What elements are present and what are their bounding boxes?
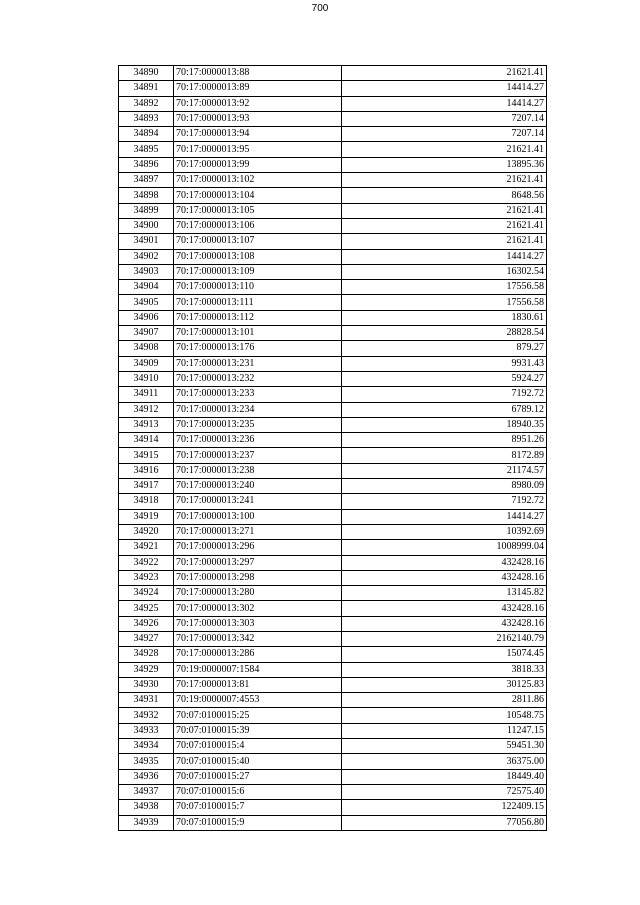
row-number-cell: 34896: [119, 157, 174, 172]
table-row: [119, 402, 547, 417]
row-number-cell: 34935: [119, 754, 174, 769]
table-row: [119, 234, 547, 249]
row-number-cell: 34907: [119, 326, 174, 341]
table-row: [119, 326, 547, 341]
cadastral-number-cell: 70:17:0000013:89: [174, 81, 342, 96]
cadastral-number-cell: 70:17:0000013:100: [174, 509, 342, 524]
value-cell: 16302.54: [342, 264, 547, 279]
value-cell: 14414.27: [342, 249, 547, 264]
table-row: [119, 555, 547, 570]
table-row: [119, 448, 547, 463]
cadastral-number-cell: 70:17:0000013:303: [174, 616, 342, 631]
table-body: [119, 66, 547, 831]
value-cell: 21621.41: [342, 66, 547, 81]
cadastral-number-cell: 70:17:0000013:240: [174, 479, 342, 494]
value-cell: 21621.41: [342, 142, 547, 157]
value-cell: 7207.14: [342, 127, 547, 142]
value-cell: 77056.80: [342, 815, 547, 830]
row-number-cell: 34930: [119, 677, 174, 692]
value-cell: 1830.61: [342, 310, 547, 325]
cadastral-number-cell: 70:17:0000013:107: [174, 234, 342, 249]
table-row: [119, 341, 547, 356]
table-row: [119, 295, 547, 310]
table-row: [119, 494, 547, 509]
cadastral-number-cell: 70:17:0000013:105: [174, 203, 342, 218]
value-cell: 30125.83: [342, 677, 547, 692]
row-number-cell: 34931: [119, 693, 174, 708]
value-cell: 879.27: [342, 341, 547, 356]
table-row: [119, 769, 547, 784]
row-number-cell: 34912: [119, 402, 174, 417]
row-number-cell: 34921: [119, 540, 174, 555]
row-number-cell: 34901: [119, 234, 174, 249]
value-cell: 21621.41: [342, 218, 547, 233]
row-number-cell: 34910: [119, 371, 174, 386]
row-number-cell: 34919: [119, 509, 174, 524]
row-number-cell: 34891: [119, 81, 174, 96]
value-cell: 18449.40: [342, 769, 547, 784]
value-cell: 1008999.04: [342, 540, 547, 555]
table-row: [119, 387, 547, 402]
value-cell: 14414.27: [342, 509, 547, 524]
row-number-cell: 34914: [119, 433, 174, 448]
row-number-cell: 34898: [119, 188, 174, 203]
value-cell: 432428.16: [342, 616, 547, 631]
row-number-cell: 34936: [119, 769, 174, 784]
value-cell: 7207.14: [342, 111, 547, 126]
table-row: [119, 540, 547, 555]
cadastral-number-cell: 70:17:0000013:241: [174, 494, 342, 509]
value-cell: 17556.58: [342, 295, 547, 310]
table-row: [119, 81, 547, 96]
row-number-cell: 34934: [119, 739, 174, 754]
table-row: [119, 433, 547, 448]
cadastral-number-cell: 70:17:0000013:104: [174, 188, 342, 203]
cadastral-number-cell: 70:07:0100015:9: [174, 815, 342, 830]
value-cell: 13145.82: [342, 586, 547, 601]
cadastral-number-cell: 70:07:0100015:25: [174, 708, 342, 723]
table-row: [119, 784, 547, 799]
row-number-cell: 34928: [119, 647, 174, 662]
row-number-cell: 34911: [119, 387, 174, 402]
table-row: [119, 647, 547, 662]
value-cell: 18940.35: [342, 417, 547, 432]
cadastral-number-cell: 70:17:0000013:95: [174, 142, 342, 157]
value-cell: 10548.75: [342, 708, 547, 723]
table-row: [119, 157, 547, 172]
cadastral-number-cell: 70:07:0100015:7: [174, 800, 342, 815]
table-row: [119, 570, 547, 585]
cadastral-number-cell: 70:07:0100015:40: [174, 754, 342, 769]
table-row: [119, 218, 547, 233]
cadastral-number-cell: 70:17:0000013:232: [174, 371, 342, 386]
value-cell: 10392.69: [342, 524, 547, 539]
row-number-cell: 34918: [119, 494, 174, 509]
value-cell: 432428.16: [342, 555, 547, 570]
table-row: [119, 310, 547, 325]
row-number-cell: 34926: [119, 616, 174, 631]
row-number-cell: 34892: [119, 96, 174, 111]
table-row: [119, 739, 547, 754]
table-row: [119, 173, 547, 188]
value-cell: 21621.41: [342, 203, 547, 218]
table-row: [119, 280, 547, 295]
cadastral-number-cell: 70:07:0100015:27: [174, 769, 342, 784]
cadastral-number-cell: 70:17:0000013:109: [174, 264, 342, 279]
row-number-cell: 34905: [119, 295, 174, 310]
table-row: [119, 66, 547, 81]
table-row: [119, 723, 547, 738]
value-cell: 21621.41: [342, 234, 547, 249]
cadastral-values-table: [118, 65, 547, 831]
table-row: [119, 800, 547, 815]
cadastral-number-cell: 70:17:0000013:280: [174, 586, 342, 601]
row-number-cell: 34906: [119, 310, 174, 325]
row-number-cell: 34939: [119, 815, 174, 830]
table-row: [119, 371, 547, 386]
row-number-cell: 34916: [119, 463, 174, 478]
value-cell: 11247.15: [342, 723, 547, 738]
cadastral-number-cell: 70:17:0000013:88: [174, 66, 342, 81]
value-cell: 432428.16: [342, 601, 547, 616]
cadastral-number-cell: 70:07:0100015:39: [174, 723, 342, 738]
value-cell: 432428.16: [342, 570, 547, 585]
cadastral-number-cell: 70:17:0000013:101: [174, 326, 342, 341]
table-row: [119, 509, 547, 524]
row-number-cell: 34937: [119, 784, 174, 799]
cadastral-number-cell: 70:17:0000013:81: [174, 677, 342, 692]
cadastral-number-cell: 70:07:0100015:4: [174, 739, 342, 754]
table-row: [119, 662, 547, 677]
table-row: [119, 142, 547, 157]
value-cell: 15074.45: [342, 647, 547, 662]
page-number: 700: [311, 3, 329, 14]
value-cell: 13895.36: [342, 157, 547, 172]
cadastral-number-cell: 70:17:0000013:112: [174, 310, 342, 325]
row-number-cell: 34933: [119, 723, 174, 738]
cadastral-number-cell: 70:17:0000013:342: [174, 631, 342, 646]
row-number-cell: 34917: [119, 479, 174, 494]
row-number-cell: 34915: [119, 448, 174, 463]
row-number-cell: 34903: [119, 264, 174, 279]
cadastral-number-cell: 70:17:0000013:286: [174, 647, 342, 662]
table-row: [119, 708, 547, 723]
row-number-cell: 34893: [119, 111, 174, 126]
cadastral-number-cell: 70:07:0100015:6: [174, 784, 342, 799]
table-row: [119, 127, 547, 142]
cadastral-number-cell: 70:17:0000013:296: [174, 540, 342, 555]
cadastral-number-cell: 70:17:0000013:233: [174, 387, 342, 402]
row-number-cell: 34890: [119, 66, 174, 81]
cadastral-number-cell: 70:17:0000013:235: [174, 417, 342, 432]
table-row: [119, 96, 547, 111]
value-cell: 14414.27: [342, 81, 547, 96]
cadastral-number-cell: 70:17:0000013:93: [174, 111, 342, 126]
cadastral-number-cell: 70:17:0000013:176: [174, 341, 342, 356]
row-number-cell: 34909: [119, 356, 174, 371]
table-row: [119, 754, 547, 769]
table-row: [119, 356, 547, 371]
value-cell: 7192.72: [342, 494, 547, 509]
table-row: [119, 264, 547, 279]
table-row: [119, 111, 547, 126]
cadastral-number-cell: 70:19:0000007:4553: [174, 693, 342, 708]
value-cell: 2162140.79: [342, 631, 547, 646]
value-cell: 6789.12: [342, 402, 547, 417]
cadastral-number-cell: 70:17:0000013:108: [174, 249, 342, 264]
table-row: [119, 463, 547, 478]
row-number-cell: 34932: [119, 708, 174, 723]
cadastral-number-cell: 70:17:0000013:298: [174, 570, 342, 585]
cadastral-number-cell: 70:17:0000013:234: [174, 402, 342, 417]
table-row: [119, 693, 547, 708]
row-number-cell: 34902: [119, 249, 174, 264]
table-row: [119, 479, 547, 494]
row-number-cell: 34904: [119, 280, 174, 295]
cadastral-number-cell: 70:17:0000013:92: [174, 96, 342, 111]
row-number-cell: 34938: [119, 800, 174, 815]
value-cell: 21621.41: [342, 173, 547, 188]
table-row: [119, 203, 547, 218]
value-cell: 8648.56: [342, 188, 547, 203]
row-number-cell: 34925: [119, 601, 174, 616]
value-cell: 14414.27: [342, 96, 547, 111]
value-cell: 122409.15: [342, 800, 547, 815]
row-number-cell: 34908: [119, 341, 174, 356]
row-number-cell: 34924: [119, 586, 174, 601]
table-row: [119, 601, 547, 616]
cadastral-number-cell: 70:17:0000013:110: [174, 280, 342, 295]
row-number-cell: 34895: [119, 142, 174, 157]
table-row: [119, 249, 547, 264]
row-number-cell: 34922: [119, 555, 174, 570]
cadastral-number-cell: 70:17:0000013:302: [174, 601, 342, 616]
cadastral-number-cell: 70:17:0000013:271: [174, 524, 342, 539]
cadastral-number-cell: 70:17:0000013:238: [174, 463, 342, 478]
cadastral-number-cell: 70:19:0000007:1584: [174, 662, 342, 677]
row-number-cell: 34923: [119, 570, 174, 585]
row-number-cell: 34920: [119, 524, 174, 539]
cadastral-number-cell: 70:17:0000013:297: [174, 555, 342, 570]
value-cell: 3818.33: [342, 662, 547, 677]
table-row: [119, 616, 547, 631]
cadastral-number-cell: 70:17:0000013:237: [174, 448, 342, 463]
row-number-cell: 34899: [119, 203, 174, 218]
cadastral-number-cell: 70:17:0000013:111: [174, 295, 342, 310]
row-number-cell: 34900: [119, 218, 174, 233]
row-number-cell: 34897: [119, 173, 174, 188]
table-row: [119, 524, 547, 539]
row-number-cell: 34929: [119, 662, 174, 677]
value-cell: 21174.57: [342, 463, 547, 478]
value-cell: 28828.54: [342, 326, 547, 341]
table-row: [119, 586, 547, 601]
cadastral-number-cell: 70:17:0000013:94: [174, 127, 342, 142]
row-number-cell: 34894: [119, 127, 174, 142]
cadastral-number-cell: 70:17:0000013:106: [174, 218, 342, 233]
value-cell: 7192.72: [342, 387, 547, 402]
cadastral-number-cell: 70:17:0000013:236: [174, 433, 342, 448]
value-cell: 59451.30: [342, 739, 547, 754]
value-cell: 2811.86: [342, 693, 547, 708]
table-row: [119, 815, 547, 830]
row-number-cell: 34927: [119, 631, 174, 646]
value-cell: 8172.89: [342, 448, 547, 463]
table-row: [119, 631, 547, 646]
table-row: [119, 677, 547, 692]
value-cell: 8951.26: [342, 433, 547, 448]
table-row: [119, 188, 547, 203]
table-row: [119, 417, 547, 432]
value-cell: 17556.58: [342, 280, 547, 295]
value-cell: 72575.40: [342, 784, 547, 799]
row-number-cell: 34913: [119, 417, 174, 432]
cadastral-number-cell: 70:17:0000013:102: [174, 173, 342, 188]
value-cell: 9931.43: [342, 356, 547, 371]
cadastral-number-cell: 70:17:0000013:99: [174, 157, 342, 172]
value-cell: 36375.00: [342, 754, 547, 769]
value-cell: 5924.27: [342, 371, 547, 386]
cadastral-number-cell: 70:17:0000013:231: [174, 356, 342, 371]
value-cell: 8980.09: [342, 479, 547, 494]
